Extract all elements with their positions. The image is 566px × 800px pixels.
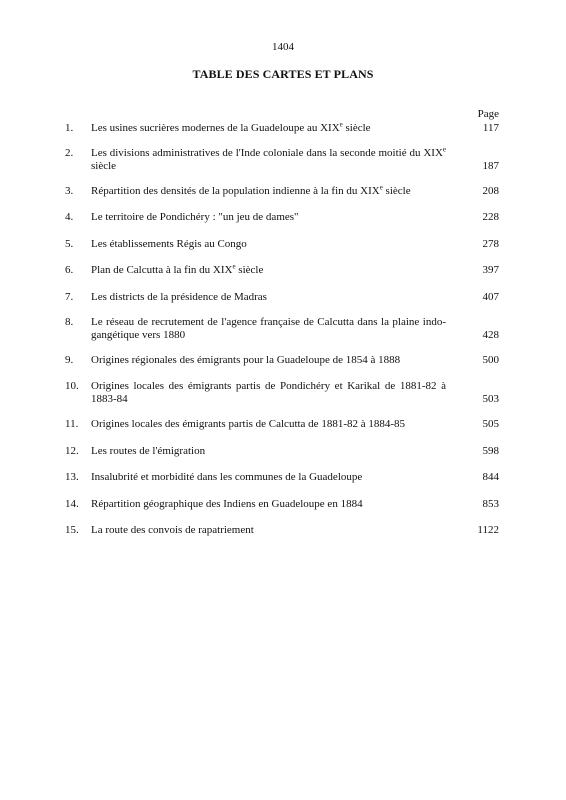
toc-entry-page: 397 <box>482 264 499 276</box>
toc-entry-number: 6. <box>65 264 74 276</box>
toc-entry-title <box>91 354 446 367</box>
toc-entry-title-text: Le territoire de Pondichéry : "un jeu de dames" <box>91 211 299 223</box>
toc-entry-title-suffix: siècle <box>235 264 264 276</box>
toc-entry-number: 7. <box>65 291 74 303</box>
toc-entry-page: 505 <box>482 418 499 430</box>
toc-entry-title-text: Les districts de la présidence de Madras <box>91 291 267 303</box>
toc-entry-title <box>91 498 446 511</box>
toc-entry-page: 278 <box>482 238 499 250</box>
toc-entry-page: 1122 <box>477 524 499 536</box>
toc-entry-superscript: e <box>232 262 236 271</box>
toc-entry-title <box>91 418 446 431</box>
toc-entry-title-text: La route des convois de rapatriement <box>91 524 254 536</box>
toc-entry-number: 9. <box>65 354 74 366</box>
toc-entry-page: 853 <box>482 498 499 510</box>
toc-entry-number: 14. <box>65 498 79 510</box>
toc-entry-title-text: Les établissements Régis au Congo <box>91 238 247 250</box>
toc-entry-title <box>91 291 446 304</box>
toc-entry-page: 117 <box>482 122 499 134</box>
toc-entry-title <box>91 380 446 406</box>
toc-entry-page: 503 <box>482 393 499 405</box>
toc-entry-number: 5. <box>65 238 74 250</box>
toc-entry-title-text: Origines locales des émigrants partis de Calcutta de 1881-82 à 1884-85 <box>91 418 406 430</box>
toc-entry-page: 208 <box>482 185 499 197</box>
toc-entry-superscript: e <box>442 145 446 154</box>
page-title: TABLE DES CARTES ET PLANS <box>192 67 374 81</box>
toc-entry-title-text: Insalubrité et morbidité dans les communes de la Guadeloupe <box>91 471 363 483</box>
page-column-header: Page <box>477 108 499 120</box>
toc-entry-title-text: Le réseau de recrutement de l'agence française de Calcutta dans la plaine indo-gangétique vers 1880 <box>91 316 446 341</box>
toc-entry-page: 598 <box>482 445 499 457</box>
toc-entry-title-text: Plan de Calcutta à la fin du XIX <box>91 264 233 276</box>
toc-entry-number: 1. <box>65 122 74 134</box>
toc-entry-number: 2. <box>65 147 74 159</box>
toc-entry-number: 11. <box>65 418 79 430</box>
toc-entry-superscript: e <box>379 183 383 192</box>
toc-entry-superscript: e <box>339 120 343 129</box>
toc-entry-title-text: Origines régionales des émigrants pour la Guadeloupe de 1854 à 1888 <box>91 354 401 366</box>
toc-entry-title <box>91 238 446 251</box>
toc-entry-title <box>91 147 446 173</box>
toc-entry-title <box>91 524 446 537</box>
toc-entry-number: 15. <box>65 524 79 536</box>
toc-entry-title <box>91 445 446 458</box>
toc-entry-title <box>91 211 446 224</box>
toc-entry-number: 8. <box>65 316 74 328</box>
toc-entry-title-suffix: siècle <box>91 160 117 172</box>
toc-entry-number: 10. <box>65 380 79 392</box>
toc-entry-title <box>91 122 446 135</box>
toc-entry-number: 13. <box>65 471 79 483</box>
toc-entry-title <box>91 471 446 484</box>
toc-entry-page: 228 <box>482 211 499 223</box>
toc-entry-number: 4. <box>65 211 74 223</box>
toc-entry-title-text: Les divisions administratives de l'Inde coloniale dans la seconde moitié du XIX <box>91 147 443 159</box>
toc-entry-title-text: Les routes de l'émigration <box>91 445 206 457</box>
toc-entry-number: 3. <box>65 185 74 197</box>
toc-entry-title <box>91 264 446 277</box>
toc-entry-page: 187 <box>482 160 499 172</box>
toc-entry-title-suffix: siècle <box>382 185 411 197</box>
toc-entry-title-suffix: siècle <box>342 122 371 134</box>
toc-entry-title-text: Origines locales des émigrants partis de Pondichéry et Karikal de 1881-82 à 1883-84 <box>91 380 446 405</box>
toc-entry-title <box>91 185 446 198</box>
page-number: 1404 <box>272 41 294 53</box>
toc-entry-page: 844 <box>482 471 499 483</box>
toc-entry-page: 500 <box>482 354 499 366</box>
toc-entry-number: 12. <box>65 445 79 457</box>
toc-entry-title-text: Répartition géographique des Indiens en Guadeloupe en 1884 <box>91 498 363 510</box>
toc-entry-title <box>91 316 446 342</box>
toc-entry-page: 428 <box>482 329 499 341</box>
toc-entry-title-text: Répartition des densités de la population indienne à la fin du XIX <box>91 185 380 197</box>
toc-entry-page: 407 <box>482 291 499 303</box>
toc-entry-title-text: Les usines sucrières modernes de la Guadeloupe au XIX <box>91 122 340 134</box>
